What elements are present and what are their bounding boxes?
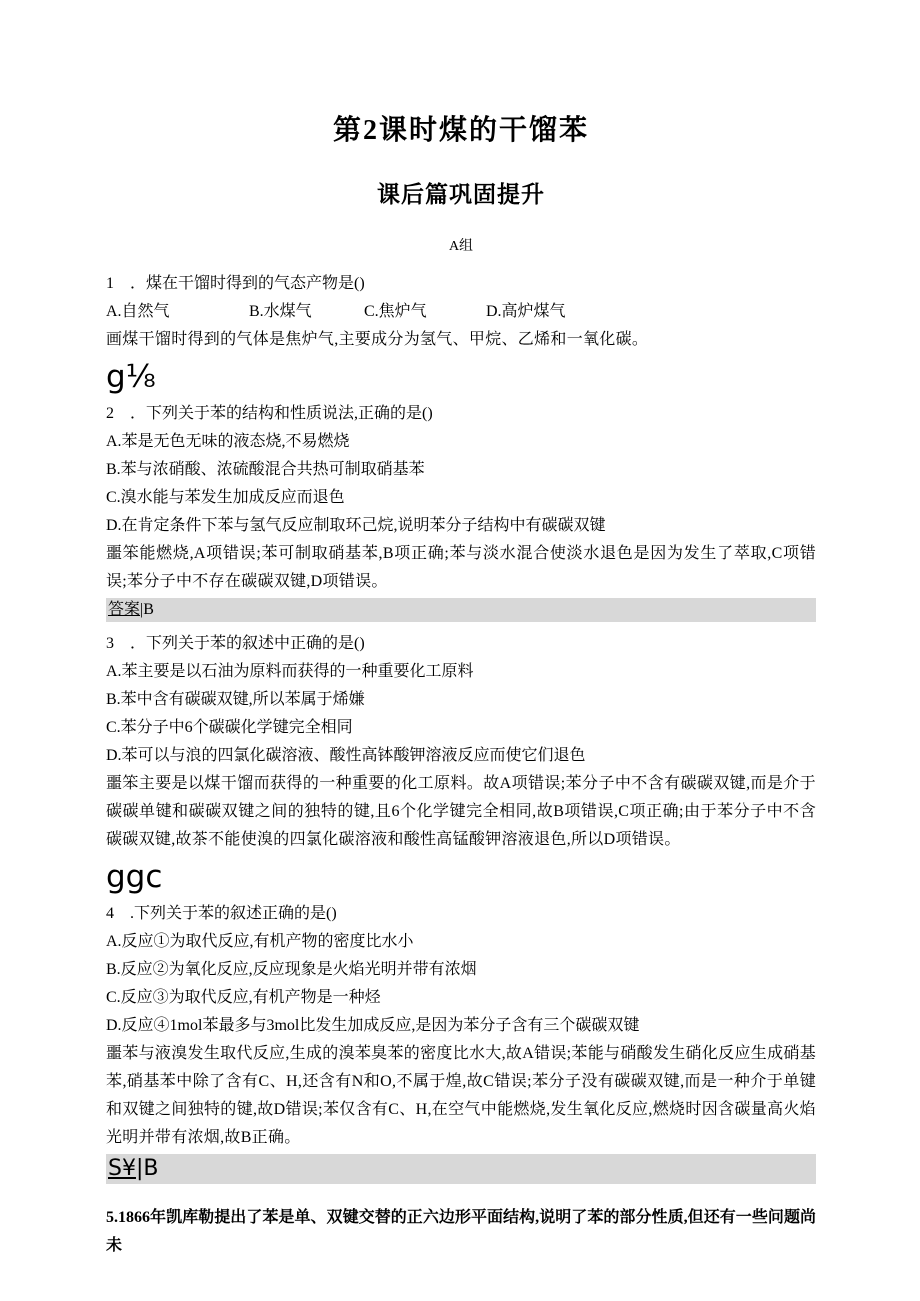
- question-3-option-d: D.苯可以与浪的四氯化碳溶液、酸性高钵酸钾溶液反应而使它们退色: [106, 747, 586, 764]
- question-1-option-c: C.焦炉气: [364, 303, 427, 320]
- question-2-explanation: 噩笨能燃烧,A项错误;苯可制取硝基苯,B项正确;苯与淡水混合使淡水退色是因为发生了萃取,C项错误;苯分子中不存在碳碳双键,D项错误。: [106, 545, 816, 590]
- question-4-option-c: C.反应③为取代反应,有机产物是一种烃: [106, 989, 381, 1006]
- question-1-artifact-glyph: g⅛: [106, 359, 156, 395]
- question-1-stem: 1 ．煤在干馏时得到的气态产物是(): [106, 275, 365, 292]
- question-1-option-a: A.自然气: [106, 303, 170, 320]
- page-title: 第2课时煤的干馏苯: [332, 115, 589, 146]
- question-1-explanation: 画煤干馏时得到的气体是焦炉气,主要成分为氢气、甲烷、乙烯和一氧化碳。: [106, 331, 649, 348]
- group-label: A组: [448, 239, 474, 254]
- question-2-answer-bar: [106, 598, 816, 622]
- question-2-option-a: A.苯是无色无味的液态烧,不易燃烧: [106, 433, 350, 450]
- question-1-options: [106, 298, 816, 326]
- question-4-explanation: 噩苯与液溴发生取代反应,生成的溴苯臭苯的密度比水大,故A错误;苯能与硝酸发生硝化反应生成硝基苯,硝基苯中除了含有C、H,还含有N和O,不属于煌,故C错误;苯分子没有碳碳双键,而是一种介于单键和双键之间独特的键,故D错误;苯仅含有C、H,在空气中能燃烧,发生氧化反应,燃烧时因含碳量高火焰光明并带有浓烟,故B正确。: [106, 1045, 816, 1146]
- answer-value: |B: [140, 601, 154, 618]
- answer-label: 答案: [108, 601, 141, 618]
- question-3-stem: 3 ．下列关于苯的叙述中正确的是(): [106, 635, 365, 652]
- answer-label: S¥: [108, 1156, 136, 1181]
- question-2-option-b: B.苯与浓硝酸、浓硫酸混合共热可制取硝基苯: [106, 461, 425, 478]
- question-4-stem: 4 .下列关于苯的叙述正确的是(): [106, 905, 337, 922]
- question-3-explanation: 噩笨主要是以煤干馏而获得的一种重要的化工原料。故A项错误;苯分子中不含有碳碳双键,而是介于碳碳单键和碳碳双键之间的独特的键,且6个化学键完全相同,故B项错误,C项正确;由于苯分子中不含碳碳双键,故茶不能使溴的四氯化碳溶液和酸性高锰酸钾溶液退色,所以D项错误。: [106, 775, 816, 848]
- question-4-option-b: B.反应②为氧化反应,反应现象是火焰光明并带有浓烟: [106, 961, 477, 978]
- question-4-answer-bar: [106, 1154, 816, 1184]
- question-3-artifact-glyph: ggc: [106, 859, 163, 895]
- page-subtitle: 课后篇巩固提升: [377, 182, 545, 207]
- question-4-option-a: A.反应①为取代反应,有机产物的密度比水小: [106, 933, 414, 950]
- question-3-option-b: B.苯中含有碳碳双键,所以苯属于烯嫌: [106, 691, 365, 708]
- question-2-option-c: C.溴水能与苯发生加成反应而退色: [106, 489, 345, 506]
- question-4-option-d: D.反应④1mol苯最多与3mol比发生加成反应,是因为苯分子含有三个碳碳双键: [106, 1017, 640, 1034]
- question-5-stem: 5.1866年凯库勒提出了苯是单、双键交替的正六边形平面结构,说明了苯的部分性质,但还有一些问题尚未: [106, 1209, 816, 1254]
- question-3-option-a: A.苯主要是以石油为原料而获得的一种重要化工原料: [106, 663, 474, 680]
- question-3-option-c: C.苯分子中6个碳碳化学键完全相同: [106, 719, 353, 736]
- question-1-option-d: D.高炉煤气: [486, 303, 566, 320]
- question-2-option-d: D.在肯定条件下苯与氢气反应制取环己烷,说明苯分子结构中有碳碳双键: [106, 517, 606, 534]
- question-2-stem: 2 ．下列关于苯的结构和性质说法,正确的是(): [106, 405, 433, 422]
- answer-value: |B: [135, 1156, 159, 1181]
- question-1-option-b: B.水煤气: [249, 303, 312, 320]
